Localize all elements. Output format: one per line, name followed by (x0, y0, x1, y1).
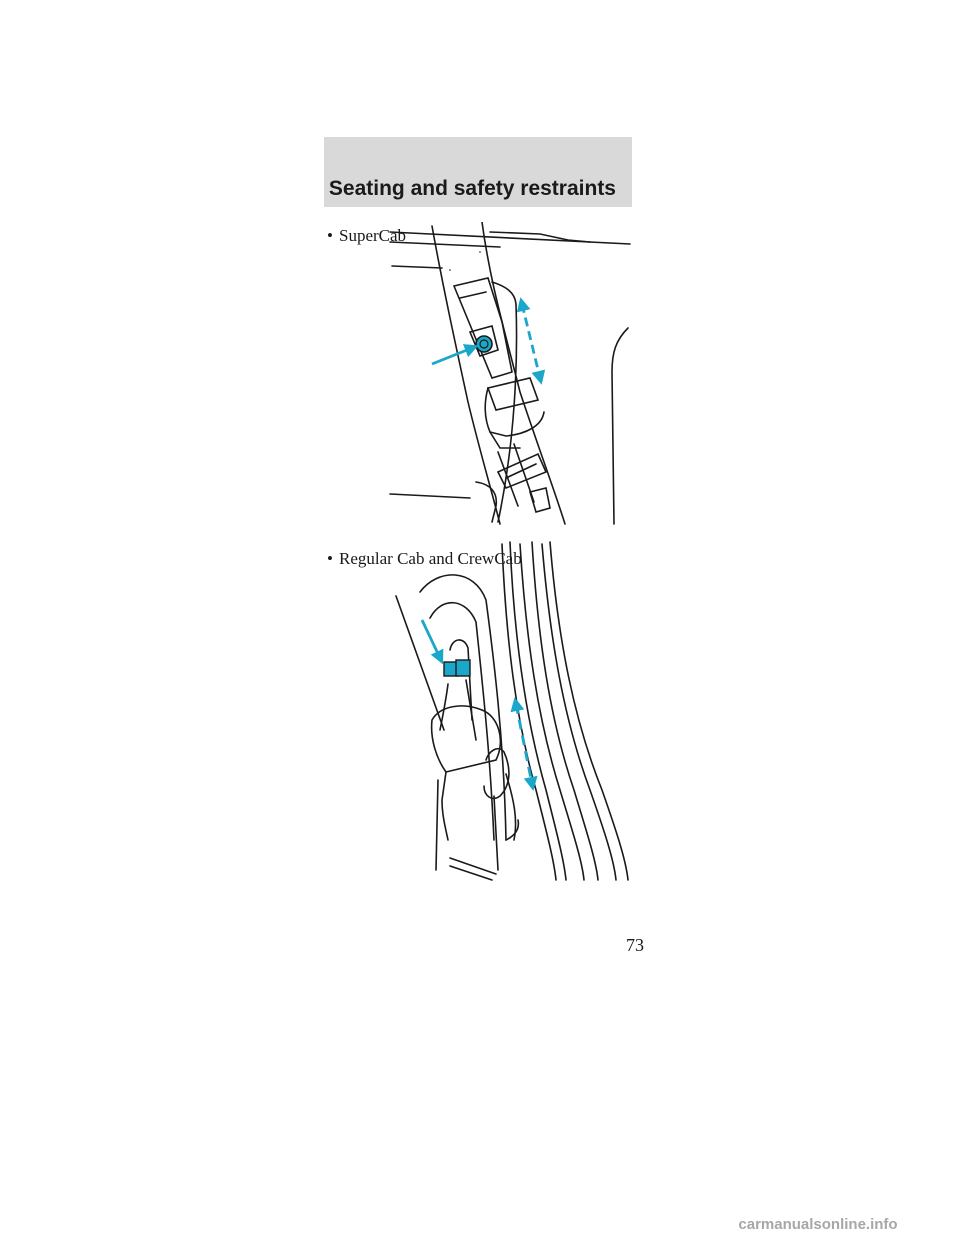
page-number: 73 (626, 935, 644, 955)
page-section-title: Seating and safety restraints (328, 177, 616, 200)
bullet-symbol: • (327, 549, 333, 568)
bullet-text: Regular Cab and CrewCab (339, 549, 522, 568)
bullet-symbol: • (327, 226, 333, 245)
supercab-belt-illustration (380, 222, 636, 528)
bullet-text: SuperCab (339, 226, 407, 245)
regular-crewcab-belt-illustration (386, 540, 636, 884)
watermark-link[interactable]: carmanualsonline.info (680, 1212, 956, 1238)
header-band (324, 137, 632, 207)
